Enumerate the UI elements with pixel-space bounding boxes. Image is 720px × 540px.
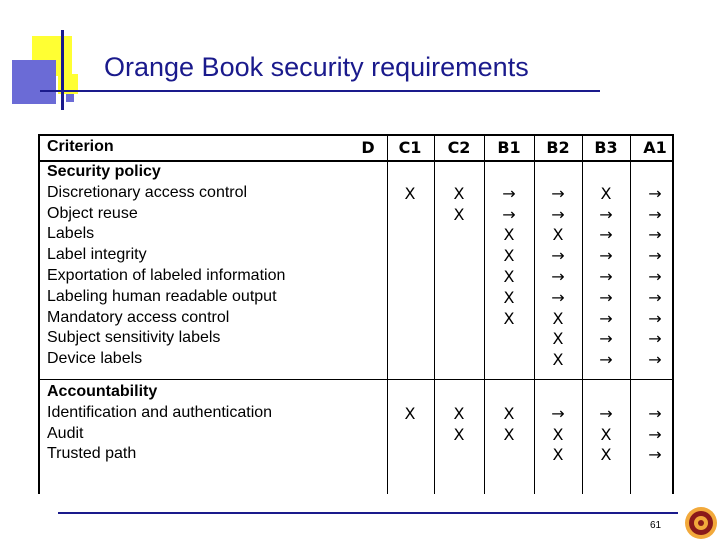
cell-mark: → [648,287,662,307]
table-column-rule [484,134,485,494]
decor-blue-small-square [66,94,74,102]
table-column-rule [630,134,631,494]
cell-mark: X [552,225,564,245]
cell-mark: → [648,403,662,423]
cell-mark: X [503,267,515,286]
section-title: Security policy [47,163,161,180]
header-col-c2: C2 [447,138,471,157]
row-label: Labels [47,225,95,243]
cell-mark: → [648,204,662,224]
cell-mark: X [404,403,416,423]
header-col-b1: B1 [497,138,521,157]
header-col-b2: B2 [546,138,570,157]
header-col-d: D [361,138,375,157]
cell-mark: X [453,183,465,203]
cell-mark: → [551,403,565,423]
decor-horizontal-line [40,90,600,92]
cell-mark: → [648,225,662,245]
header-criterion: Criterion [47,138,114,155]
header-col-a1: A1 [643,138,667,157]
table-border-right [672,134,674,494]
cell-mark: X [453,204,465,224]
cell-mark: X [552,424,564,444]
section-title: Accountability [47,383,158,400]
cell-mark: → [551,183,565,203]
cell-mark: → [599,308,613,328]
table-column-rule [387,134,388,494]
cell-mark: → [551,246,565,266]
cell-mark: → [599,350,613,370]
row-label: Label integrity [47,246,147,264]
row-label: Discretionary access control [47,183,248,201]
page-number: 61 [650,520,662,531]
decor-blue-square [12,60,56,104]
table-border-top [38,134,674,136]
row-label: Audit [47,424,84,442]
table-column-rule [434,134,435,494]
header-col-b3: B3 [594,138,618,157]
row-label: Identification and authentication [47,403,273,421]
cell-mark: → [648,445,662,465]
table-header-rule [38,160,674,162]
cell-mark: → [648,267,662,286]
cell-mark: → [551,287,565,307]
cell-mark: → [599,225,613,245]
table-column-rule [582,134,583,494]
cell-mark: → [599,287,613,307]
cell-mark: X [503,308,515,328]
cell-mark: X [600,183,612,203]
requirements-table [38,134,674,494]
cell-mark: → [599,403,613,423]
cell-mark: → [502,183,516,203]
cell-mark: → [648,424,662,444]
cell-mark: X [600,445,612,465]
cell-mark: X [552,350,564,370]
cell-mark: → [599,204,613,224]
cell-mark: X [503,287,515,307]
cell-mark: X [453,424,465,444]
cell-mark: X [600,424,612,444]
university-seal-icon [684,506,718,540]
cell-mark: → [648,183,662,203]
row-label: Object reuse [47,204,138,222]
cell-mark: → [648,308,662,328]
decor-vertical-line [61,30,64,110]
row-label: Labeling human readable output [47,287,277,305]
cell-mark: X [404,183,416,203]
row-label: Exportation of labeled information [47,267,286,284]
cell-mark: X [503,225,515,245]
row-label: Device labels [47,350,143,368]
row-label: Subject sensitivity labels [47,329,221,347]
row-label: Trusted path [47,445,137,463]
cell-mark: X [552,445,564,465]
cell-mark: X [503,403,515,423]
footer-line [58,512,678,514]
cell-mark: X [453,403,465,423]
cell-mark: X [503,424,515,444]
cell-mark: → [648,246,662,266]
cell-mark: → [599,329,613,349]
cell-mark: → [599,246,613,266]
cell-mark: → [648,350,662,370]
cell-mark: X [552,308,564,328]
cell-mark: X [552,329,564,349]
section-separator [38,379,674,380]
cell-mark: → [502,204,516,224]
table-column-rule [534,134,535,494]
cell-mark: → [648,329,662,349]
cell-mark: X [503,246,515,266]
cell-mark: → [551,267,565,286]
header-col-c1: C1 [398,138,422,157]
cell-mark: → [599,267,613,286]
row-label: Mandatory access control [47,308,230,326]
table-border-left [38,134,40,494]
slide-title: Orange Book security requirements [104,52,529,82]
cell-mark: → [551,204,565,224]
